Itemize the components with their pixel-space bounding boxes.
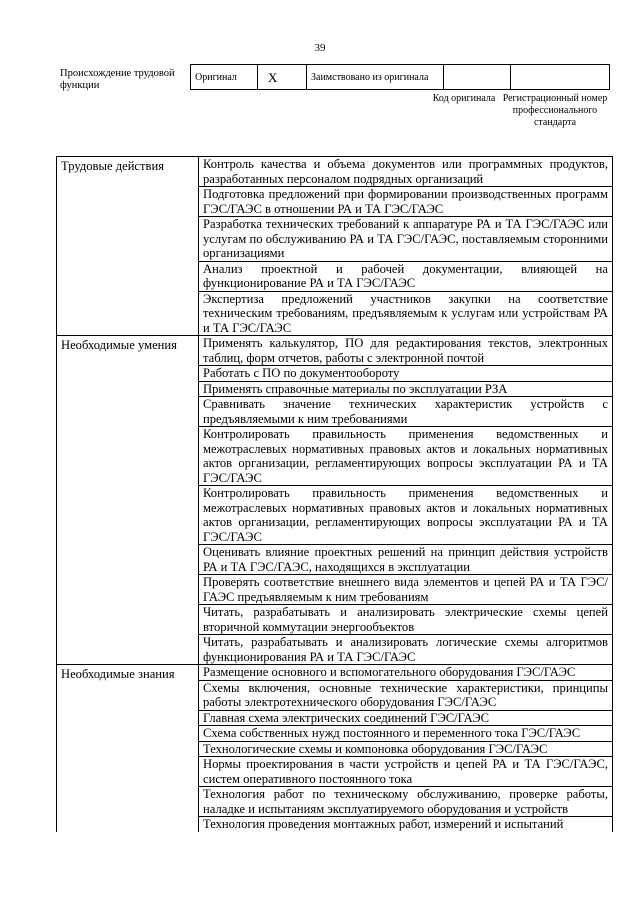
table-cell: Схема собственных нужд постоянного и переменного тока ГЭС/ГАЭС xyxy=(199,726,613,742)
competency-table xyxy=(56,156,613,832)
table-cell: Технология проведения монтажных работ, измерений и испытаний xyxy=(199,817,613,832)
table-cell: Экспертиза предложений участников закупки на соответствие техническим требованиям, предъявляемым к услугам или устройствам РА и ТА ГЭС/ГАЭС xyxy=(199,291,613,336)
table-cell: Оценивать влияние проектных решений на принцип действия устройств РА и ТА ГЭС/ГАЭС, находящихся в эксплуатации xyxy=(199,545,613,575)
table-row xyxy=(57,665,613,681)
section-title-required-skills: Необходимые умения xyxy=(57,336,199,665)
table-cell: Нормы проектирования в части устройств и цепей РА и ТА ГЭС/ГАЭС, систем оперативного постоянного тока xyxy=(199,757,613,787)
table-cell: Применять справочные материалы по эксплуатации РЗА xyxy=(199,381,613,397)
section-title-labor-actions: Трудовые действия xyxy=(57,157,199,336)
table-row xyxy=(57,336,613,366)
original-label: Оригинал xyxy=(191,65,258,90)
table-cell: Применять калькулятор, ПО для редактирования текстов, электронных таблиц, форм отчетов, работы с электронной почтой xyxy=(199,336,613,366)
table-cell: Технология работ по техническому обслуживанию, проверке работы, наладке и испытаниям эксплуатируемого оборудования и устройств xyxy=(199,787,613,817)
code-cell xyxy=(444,65,511,90)
table-cell: Разработка технических требований к аппаратуре РА и ТА ГЭС/ГАЭС или услугам по обслуживанию РА и ТА ГЭС/ГАЭС, поставляемым сторонними организациями xyxy=(199,217,613,262)
page-number: 39 xyxy=(314,42,326,54)
table-cell: Работать с ПО по документообороту xyxy=(199,366,613,382)
table-cell: Проверять соответствие внешнего вида элементов и цепей РА и ТА ГЭС/ГАЭС предъявляемым к ним требованиям xyxy=(199,575,613,605)
code-caption: Код оригинала xyxy=(432,93,496,104)
table-row xyxy=(57,157,613,187)
table-cell: Технологические схемы и компоновка оборудования ГЭС/ГАЭС xyxy=(199,741,613,757)
table-cell: Контролировать правильность применения ведомственных и межотраслевых нормативных правовых актов и локальных нормативных актов организации, регламентирующих вопросы эксплуатации РА и ТА ГЭС/ГАЭС xyxy=(199,486,613,545)
section-title-required-knowledge: Необходимые знания xyxy=(57,665,199,832)
table-cell: Подготовка предложений при формировании производственных программ ГЭС/ГАЭС в отношении РА и ТА ГЭС/ГАЭС xyxy=(199,187,613,217)
origin-box xyxy=(190,64,610,90)
reg-number-cell xyxy=(511,65,610,90)
table-cell: Главная схема электрических соединений ГЭС/ГАЭС xyxy=(199,710,613,726)
table-cell: Сравнивать значение технических характеристик устройств с предъявляемыми к ним требованиями xyxy=(199,397,613,427)
table-cell: Контроль качества и объема документов или программных продуктов, разработанных персоналом подрядных организаций xyxy=(199,157,613,187)
table-cell: Контролировать правильность применения ведомственных и межотраслевых нормативных правовых актов и локальных нормативных актов организации, регламентирующих вопросы эксплуатации РА и ТА ГЭС/ГАЭС xyxy=(199,427,613,486)
original-mark: X xyxy=(258,65,307,90)
origin-label: Происхождение трудовой функции xyxy=(60,68,175,91)
table-cell: Анализ проектной и рабочей документации, влияющей на функционирование РА и ТА ГЭС/ГАЭС xyxy=(199,261,613,291)
table-cell: Читать, разрабатывать и анализировать электрические схемы цепей вторичной коммутации энергообъектов xyxy=(199,605,613,635)
borrowed-label: Заимствовано из оригинала xyxy=(307,65,444,90)
reg-number-caption: Регистрационный номер профессионального стандарта xyxy=(502,93,608,128)
table-cell: Читать, разрабатывать и анализировать логические схемы алгоритмов функционирования РА и ТА ГЭС/ГАЭС xyxy=(199,635,613,665)
table-cell: Схемы включения, основные технические характеристики, принципы работы электротехнического оборудования ГЭС/ГАЭС xyxy=(199,680,613,710)
table-cell: Размещение основного и вспомогательного оборудования ГЭС/ГАЭС xyxy=(199,665,613,681)
